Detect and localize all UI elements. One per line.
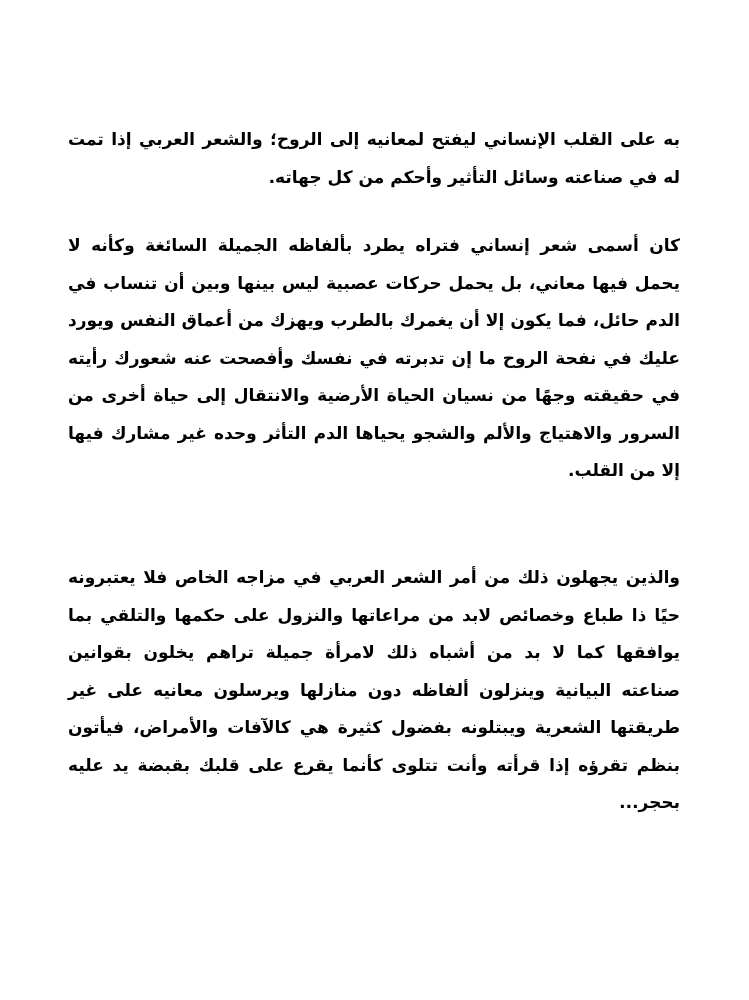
paragraph-2: كان أسمى شعر إنساني فتراه يطرد بألفاظه الجميلة السائغة وكأنه لا يحمل فيها معاني، بل يحمل حركات عصبية ليس بينها وبين أن تنساب في الدم حائل، فما يكون إلا أن يغمرك بالطرب ويهزك من أعماق النفس ويورد عليك في نفحة الروح ما إن تدبرته في نفسك وأفصحت عنه شعورك رأيته في حقيقته وجهًا من نسيان الحياة الأرضية والانتقال إلى حياة أخرى من السرور والاهتياج والألم والشجو يحياها الدم التأثر وحده غير مشارك فيها إلا من القلب. [68, 236, 680, 481]
paragraph-1: به على القلب الإنساني ليفتح لمعانيه إلى الروح؛ والشعر العربي إذا تمت له في صناعته وسائل التأثير وأحكم من كل جهاته. [68, 130, 680, 188]
paragraph-3: والذين يجهلون ذلك من أمر الشعر العربي في مزاجه الخاص فلا يعتبرونه حيًا ذا طباع وخصائص لابد من مراعاتها والنزول على حكمها والتلقي بما يوافقها كما لا بد من أشباه ذلك لامرأة جميلة تراهم يخلون بقوانين صناعته البيانية وينزلون ألفاظه دون منازلها ويرسلون معانيه على غير طريقتها الشعرية ويبتلونه بفضول كثيرة هي كالآفات والأمراض، فيأتون بنظم تقرؤه إذا قرأته وأنت تتلوى كأنما يقرع على قلبك بقبضة يد عليه بحجر... [68, 568, 680, 813]
